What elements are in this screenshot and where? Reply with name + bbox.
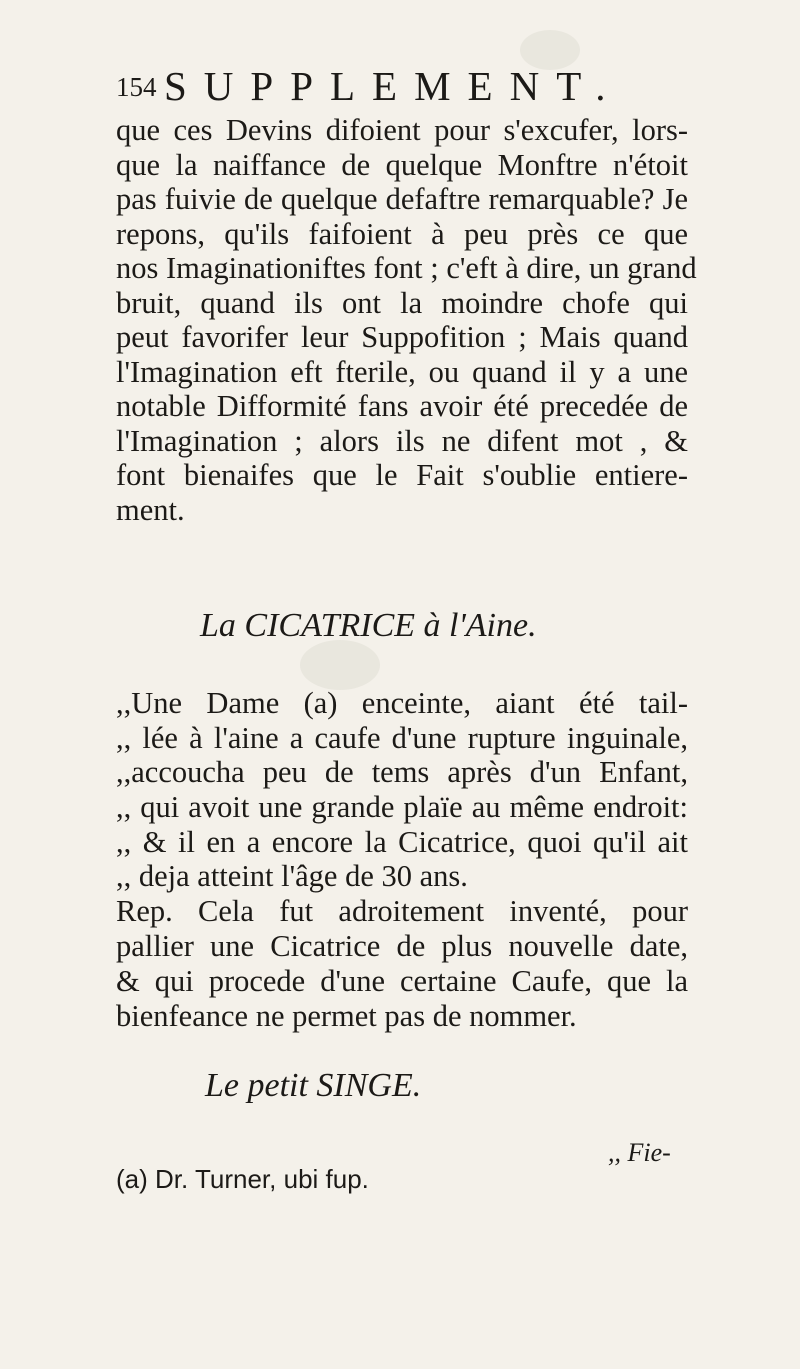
page-number: 154: [116, 72, 157, 102]
section-title-singe: Le petit SINGE.: [205, 1067, 422, 1104]
running-head: SUPPLEMENT.: [164, 63, 623, 109]
text-line: nos Imaginationiftes font ; c'eft à dire, un grand: [116, 251, 697, 285]
text-line: repons, qu'ils faifoient à peu près ce que: [116, 216, 688, 251]
quote-line: ,,Une Dame (a) enceinte, aiant été tail-: [116, 686, 688, 720]
text-line: l'Imagination eft fterile, ou quand il y a une: [116, 354, 688, 389]
paper-stain: [300, 640, 380, 690]
reply-paragraph: [116, 894, 688, 1034]
text-line: pallier une Cicatrice de plus nouvelle date,: [116, 929, 688, 963]
quote-line: ,, deja atteint l'âge de 30 ans.: [116, 859, 468, 894]
quote-line: ,, qui avoit une grande plaïe au même endroit:: [116, 790, 688, 825]
footnote: (a) Dr. Turner, ubi fup.: [116, 1164, 369, 1194]
text-line: pas fuivie de quelque defaftre remarquable? Je: [116, 182, 688, 216]
text-line: bienfeance ne permet pas de nommer.: [116, 999, 577, 1033]
quote-line: ,, & il en a encore la Cicatrice, quoi qu'il ait: [116, 824, 688, 859]
text-line: ment.: [116, 492, 185, 527]
text-line: & qui procede d'une certaine Caufe, que la: [116, 964, 688, 998]
section-title-cicatrice: La CICATRICE à l'Aine.: [200, 607, 537, 644]
text-line: que ces Devins difoient pour s'excufer, lors-: [116, 113, 688, 147]
text-line: bruit, quand ils ont la moindre chofe qui: [116, 285, 688, 320]
text-line: l'Imagination ; alors ils ne difent mot , &: [116, 423, 688, 458]
text-line: que la naiffance de quelque Monftre n'étoit: [116, 147, 688, 182]
text-line: notable Difformité fans avoir été precedée de: [116, 389, 688, 423]
page-header: [116, 62, 716, 112]
quote-line: ,,accoucha peu de tems après d'un Enfant,: [116, 755, 688, 790]
text-line: peut favorifer leur Suppofition ; Mais quand: [116, 320, 688, 354]
catchword: ,, Fie-: [608, 1138, 671, 1167]
paragraph-devins: [116, 113, 697, 527]
text-line: font bienaifes que le Fait s'oublie entiere-: [116, 458, 688, 492]
quote-line: ,, lée à l'aine a caufe d'une rupture inguinale,: [116, 720, 688, 755]
text-line: Rep. Cela fut adroitement inventé, pour: [116, 894, 688, 928]
quoted-case: [116, 686, 688, 894]
